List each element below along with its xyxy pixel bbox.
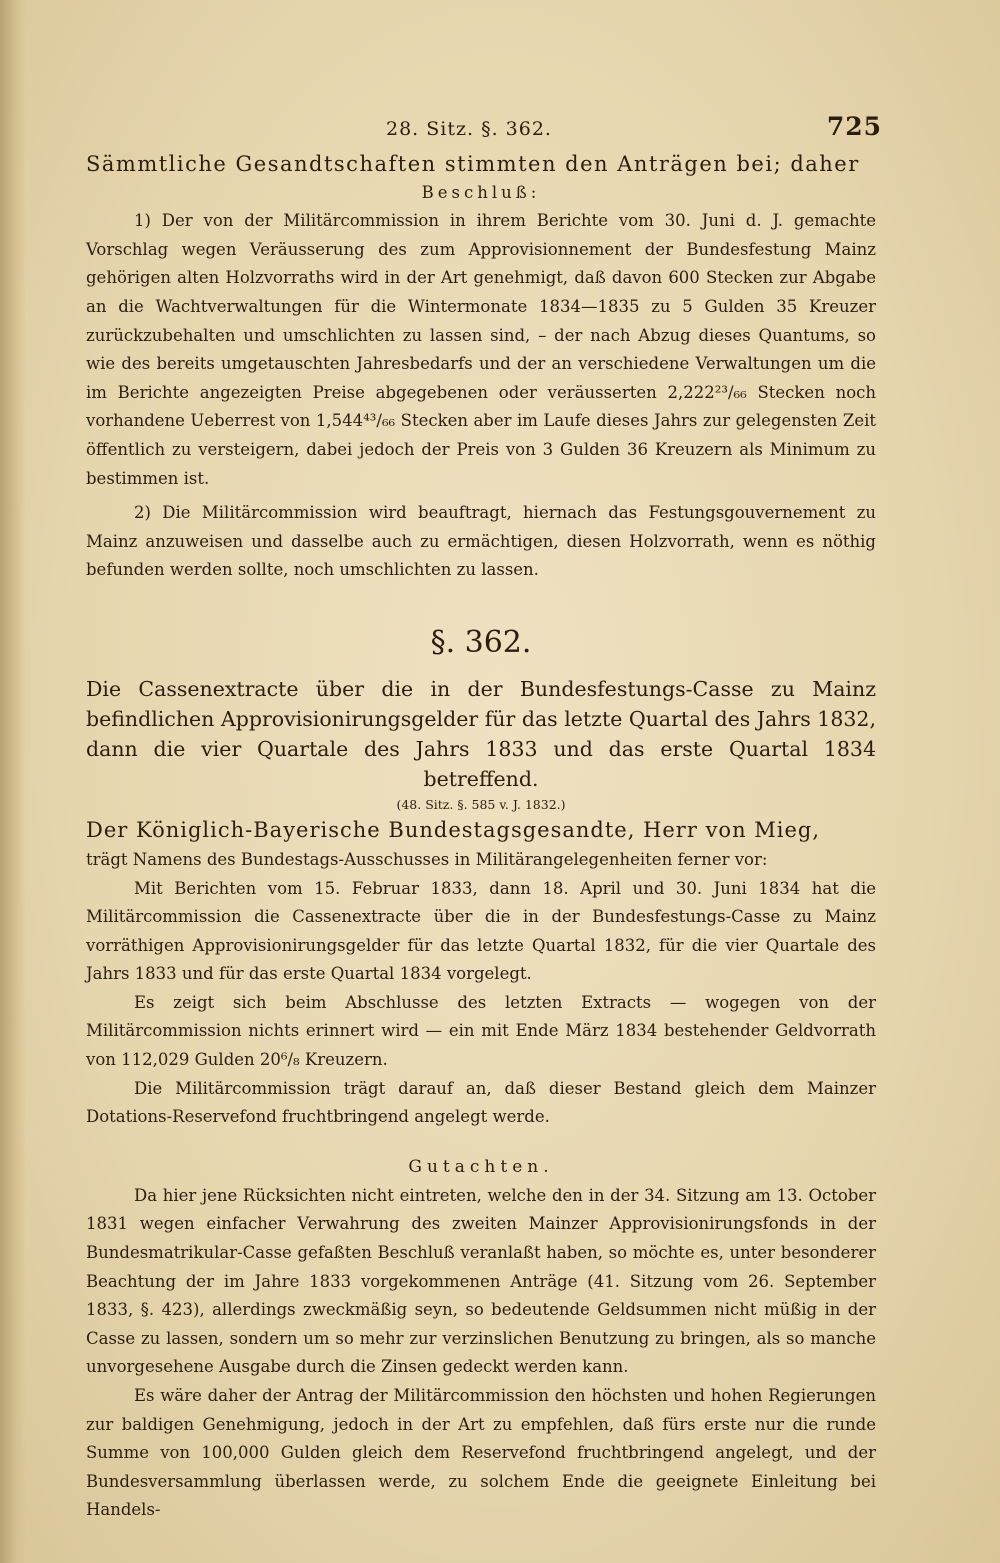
gutachten-paragraph-2: Es wäre daher der Antrag der Militärcommission den höchsten und hohen Regierungen zur baldigen Genehmigung, jedoch in der Art zu empfehlen, daß fürs erste nur die runde Summe von 100,000 Gulden gleich dem Reservefond fruchtbringend angelegt, und der Bundesversammlung überlassen werde, zu solchem Ende die geeignete Einleitung bei Handels- [86,1386,876,1520]
running-head: 28. Sitz. §. 362. [386,118,552,140]
gutachten-heading: Gutachten. [408,1156,554,1177]
report-paragraph-3: Die Militärcommission trägt darauf an, daß dieser Bestand gleich dem Mainzer Dotations-Reservefond fruchtbringend angelegt werde. [86,1078,876,1127]
section-reference: (48. Sitz. §. 585 v. J. 1832.) [396,796,566,812]
beschluss-heading: Beschluß: [421,182,541,202]
resolution-item-2: 2) Die Militärcommission wird beauftragt, hiernach das Festungsgouvernement zu Mainz anzuweisen und dasselbe auch zu ermächtigen, diesen Holzvorrath, wenn es nöthig befunden werden sollte, noch umschlichten zu lassen. [86,503,876,580]
report-paragraph-1: Mit Berichten vom 15. Februar 1833, dann 18. April und 30. Juni 1834 hat die Militärcommission die Cassenextracte über die in der Bundesfestungs-Casse zu Mainz vorräthigen Approvisionirungsgelder für das letzte Quartal 1832, für die vier Quartale des Jahrs 1833 und für das erste Quartal 1834 vorgelegt. [86,878,876,984]
page-content [86,112,882,1525]
page-number: 725 [826,112,882,141]
speaker-continuation: trägt Namens des Bundestags-Ausschusses in Militärangelegenheiten ferner vor: [86,849,768,869]
resolution-item-1: 1) Der von der Militärcommission in ihrem Berichte vom 30. Juni d. J. gemachte Vorschlag wegen Veräusserung des zum Approvisionnement der Bundesfestung Mainz gehörigen alten Holzvorraths wird in der Art genehmigt, daß davon 600 Stecken zur Abgabe an die Wachtverwaltungen für die Wintermonate 1834—1835 zu 5 Gulden 35 Kreuzer zurückzubehalten und umschlichten zu lassen sind, – der nach Abzug dieses Quantums, so wie des bereits umgetauschten Jahresbedarfs und der an verschiedene Verwaltungen um die im Berichte angezeigten Preise abgegebenen oder veräusserten 2,222²³/₆₆ Stecken noch vorhandene Ueberrest von 1,544⁴³/₆₆ Stecken aber im Laufe dieses Jahrs zur gelegensten Zeit öffentlich zu versteigern, dabei jedoch der Preis von 3 Gulden 36 Kreuzern als Minimum zu bestimmen ist. [86,211,876,488]
report-paragraph-2: Es zeigt sich beim Abschlusse des letzten Extracts — wogegen von der Militärcommission nichts erinnert wird — ein mit Ende März 1834 bestehender Geldvorrath von 112,029 Gulden 20⁶/₈ Kreuzern. [86,992,876,1070]
intro-line: Sämmtliche Gesandtschaften stimmten den Anträgen bei; daher [86,152,860,176]
page-spine-shadow [0,0,26,1563]
section-number: §. 362. [430,624,532,660]
page-header [86,112,882,150]
gutachten-paragraph-1: Da hier jene Rücksichten nicht eintreten, welche den in der 34. Sitzung am 13. October 1831 wegen einfacher Verwahrung des zweiten Mainzer Approvisionirungsfonds in der Bundesmatrikular-Casse gefaßten Beschluß veranlaßt haben, so möchte es, unter besonderer Beachtung der im Jahre 1833 vorgekommenen Anträge (41. Sitzung vom 26. September 1833, §. 423), allerdings zweckmäßig seyn, so bedeutende Geldsummen nicht müßig in der Casse zu lassen, sondern um so mehr zur verzinslichen Benutzung zu bringen, als so manche unvorgesehene Ausgabe durch die Zinsen gedeckt werden kann. [86,1185,876,1377]
section-title: Die Cassenextracte über die in der Bundesfestungs-Casse zu Mainz befindlichen Approvisionirungsgelder für das letzte Quartal des Jahrs 1832, dann die vier Quartale des Jahrs 1833 und das erste Quartal 1834 betreffend. [86,676,876,791]
speaker-line: Der Königlich-Bayerische Bundestagsgesandte, Herr von Mieg, [86,817,821,842]
